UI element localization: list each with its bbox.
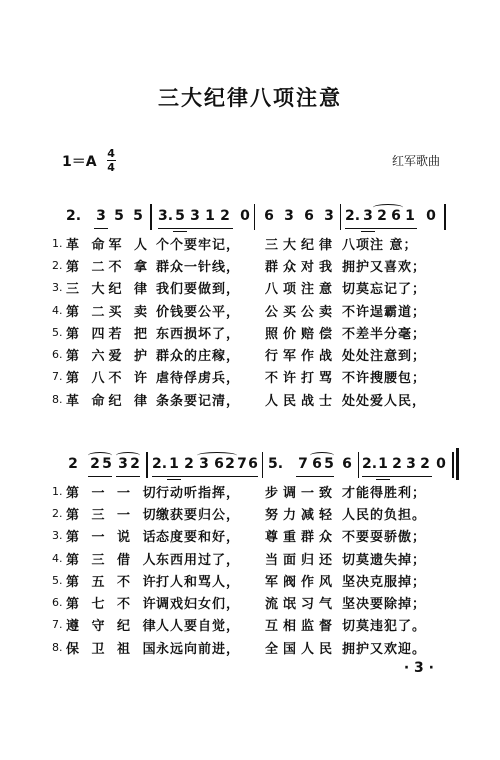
verse-row: 2. 第 二不 拿 群众一针线， 群众对我 拥护又喜欢； [52,258,427,275]
time-top: 4 [107,147,115,160]
end-bar-line [444,204,446,230]
note: 3 [363,208,373,224]
verses-block-2 [52,480,452,658]
note: 2 [68,456,78,472]
verse-row: 8. 保 卫 祖 国 永远向前进， 全国人民 拥护又欢迎。 [52,640,427,657]
note: 3 [324,208,334,224]
note: 6 [304,208,314,224]
note: 3 [284,208,294,224]
note: 1 [405,208,415,224]
note: 6 [248,456,258,472]
bar-line [262,452,263,478]
verse-row: 8. 革 命纪 律 条条要记清， 人民战士 处处爱人民， [52,392,427,409]
time-signature [107,148,116,173]
verse-row: 4. 第 三 借 人 东西用过了， 当面归还 切莫遗失掉； [52,551,427,568]
note: 2 [377,208,387,224]
note: 3 [190,208,200,224]
note: 5 [133,208,143,224]
note: 5 [324,456,334,472]
verse-row: 1. 第 一 一 切 行动听指挥， 步调一致 才能得胜利； [52,484,427,501]
key-label: 1＝A [62,153,97,170]
note: 6 [214,456,224,472]
note: 6 [312,456,322,472]
note: 2 [90,456,100,472]
note: 2 [420,456,430,472]
note: 6 [342,456,352,472]
note: 0 [426,208,436,224]
note: 6 [264,208,274,224]
verse-row: 5. 第 四若 把 东西损坏了， 照价赔偿 不差半分毫； [52,325,427,342]
note: 2. [152,456,168,472]
page-number: · 3 · [403,660,434,676]
note: 5 [114,208,124,224]
key-signature [62,148,116,173]
note: 7 [298,456,308,472]
note: 1 [169,456,179,472]
note: 2 [220,208,230,224]
note: 2. [66,208,82,224]
note: 0 [240,208,250,224]
verse-row: 3. 三 大纪 律 我们要做到， 八项注意 切莫忘记了； [52,281,427,298]
verse-row: 7. 第 八不 许 虐待俘虏兵， 不许打骂 不许搜腰包； [52,370,427,387]
note: 2 [130,456,140,472]
end-bar-line [456,448,459,480]
bar-line [358,452,359,478]
note: 5 [175,208,185,224]
note: 1 [378,456,388,472]
note: 2 [184,456,194,472]
bar-line [340,204,341,230]
note: 3 [96,208,106,224]
note: 5. [268,456,284,472]
verse-row: 2. 第 三 一 切 缴获要归公， 努力减轻 人民的负担。 [52,506,427,523]
note: 7 [237,456,247,472]
note: 5 [102,456,112,472]
note: 2 [225,456,235,472]
note: 3 [199,456,209,472]
verses-block-1 [52,232,452,410]
verse-row: 1. 革 命军 人 个个要牢记， 三大纪律 八项注 意； [52,236,418,253]
song-title: 三大纪律八项注意 [158,86,342,110]
note: 6 [391,208,401,224]
note: 1 [205,208,215,224]
note: 3 [406,456,416,472]
verse-row: 5. 第 五 不 许 打人和骂人， 军阀作风 坚决克服掉； [52,573,427,590]
verse-row: 3. 第 一 说 话 态度要和好， 尊重群众 不要耍骄傲； [52,529,427,546]
note: 3. [158,208,174,224]
bar-line [254,204,255,230]
end-bar-line [452,452,454,478]
verse-row: 4. 第 二买 卖 价钱要公平， 公买公卖 不许逞霸道； [52,303,427,320]
song-source: 红军歌曲 [391,154,440,168]
note: 0 [436,456,446,472]
note: 2 [392,456,402,472]
time-bottom: 4 [107,161,115,174]
note: 2. [362,456,378,472]
bar-line [150,204,152,230]
verse-row: 6. 第 七 不 许 调戏妇女们， 流氓习气 坚决要除掉； [52,596,427,613]
note: 2. [345,208,361,224]
note: 3 [118,456,128,472]
bar-line [146,452,148,478]
verse-row: 7. 遵 守 纪 律 人人要自觉， 互相监督 切莫违犯了。 [52,618,427,635]
verse-row: 6. 第 六爱 护 群众的庄稼， 行军作战 处处注意到； [52,348,427,365]
